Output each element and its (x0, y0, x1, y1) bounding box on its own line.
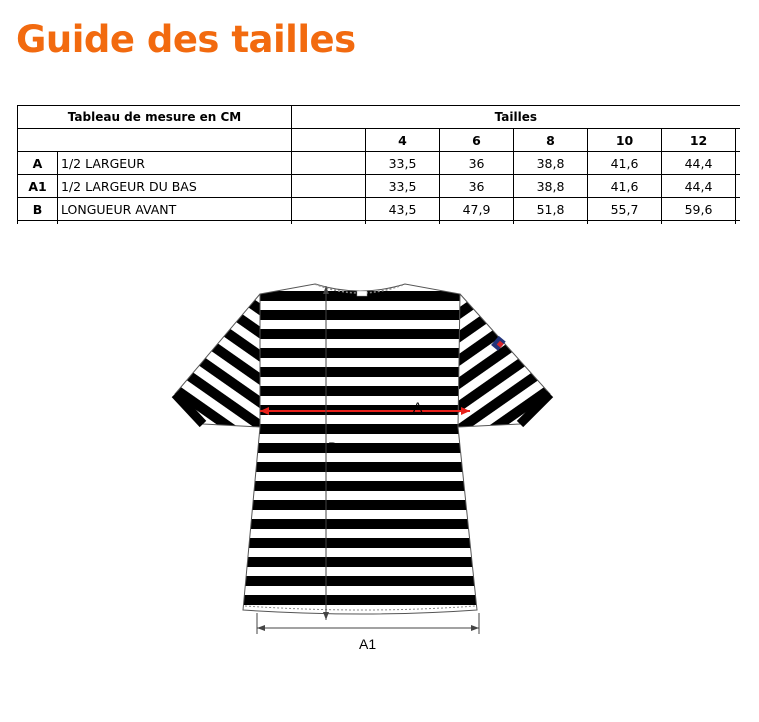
table-blank-cell (736, 129, 740, 152)
measure-value: 38,8 (514, 152, 588, 175)
measure-value: 33,5 (366, 152, 440, 175)
measure-label-a1: A1 (359, 636, 377, 652)
neck-label (357, 291, 367, 296)
measure-value: 44,4 (662, 175, 736, 198)
table-row (18, 175, 740, 198)
table-row (18, 198, 740, 221)
table-header-measures: Tableau de mesure en CM (18, 106, 292, 129)
measure-value: 36 (440, 152, 514, 175)
size-header: 10 (588, 129, 662, 152)
measure-value: 43,5 (366, 198, 440, 221)
table-row (18, 152, 740, 175)
measure-code: A (18, 152, 58, 175)
table-blank-cell (292, 175, 366, 198)
size-header: 4 (366, 129, 440, 152)
measure-value: 51,8 (514, 198, 588, 221)
measure-label: 1/2 LARGEUR (58, 152, 292, 175)
table-blank-cell (736, 175, 740, 198)
measure-label-b: B (328, 439, 338, 455)
table-blank-cell (292, 129, 366, 152)
table-blank-cell (736, 152, 740, 175)
measure-label-a: A (413, 399, 423, 415)
tshirt-body (165, 272, 565, 662)
page-title: Guide des tailles (16, 18, 356, 61)
measure-value: 44,4 (662, 152, 736, 175)
measure-value: 41,6 (588, 152, 662, 175)
size-header: 12 (662, 129, 736, 152)
table-blank-cell (292, 198, 366, 221)
measure-label: 1/2 LARGEUR DU BAS (58, 175, 292, 198)
size-table (17, 105, 740, 224)
table-blank-cell (736, 198, 740, 221)
table-blank-cell (292, 152, 366, 175)
table-header-sizes: Tailles (292, 106, 740, 129)
measure-value: 33,5 (366, 175, 440, 198)
measure-value: 36 (440, 175, 514, 198)
measure-label: LONGUEUR AVANT (58, 198, 292, 221)
table-blank-cell (18, 129, 292, 152)
size-header: 8 (514, 129, 588, 152)
table-row-cutoff (18, 221, 740, 225)
measure-value: 38,8 (514, 175, 588, 198)
measure-value: 47,9 (440, 198, 514, 221)
measure-value: 55,7 (588, 198, 662, 221)
measure-value: 41,6 (588, 175, 662, 198)
size-header: 6 (440, 129, 514, 152)
measure-line-a1 (257, 613, 479, 652)
tshirt-diagram (165, 272, 565, 662)
measure-code: B (18, 198, 58, 221)
measure-value: 59,6 (662, 198, 736, 221)
measure-code: A1 (18, 175, 58, 198)
